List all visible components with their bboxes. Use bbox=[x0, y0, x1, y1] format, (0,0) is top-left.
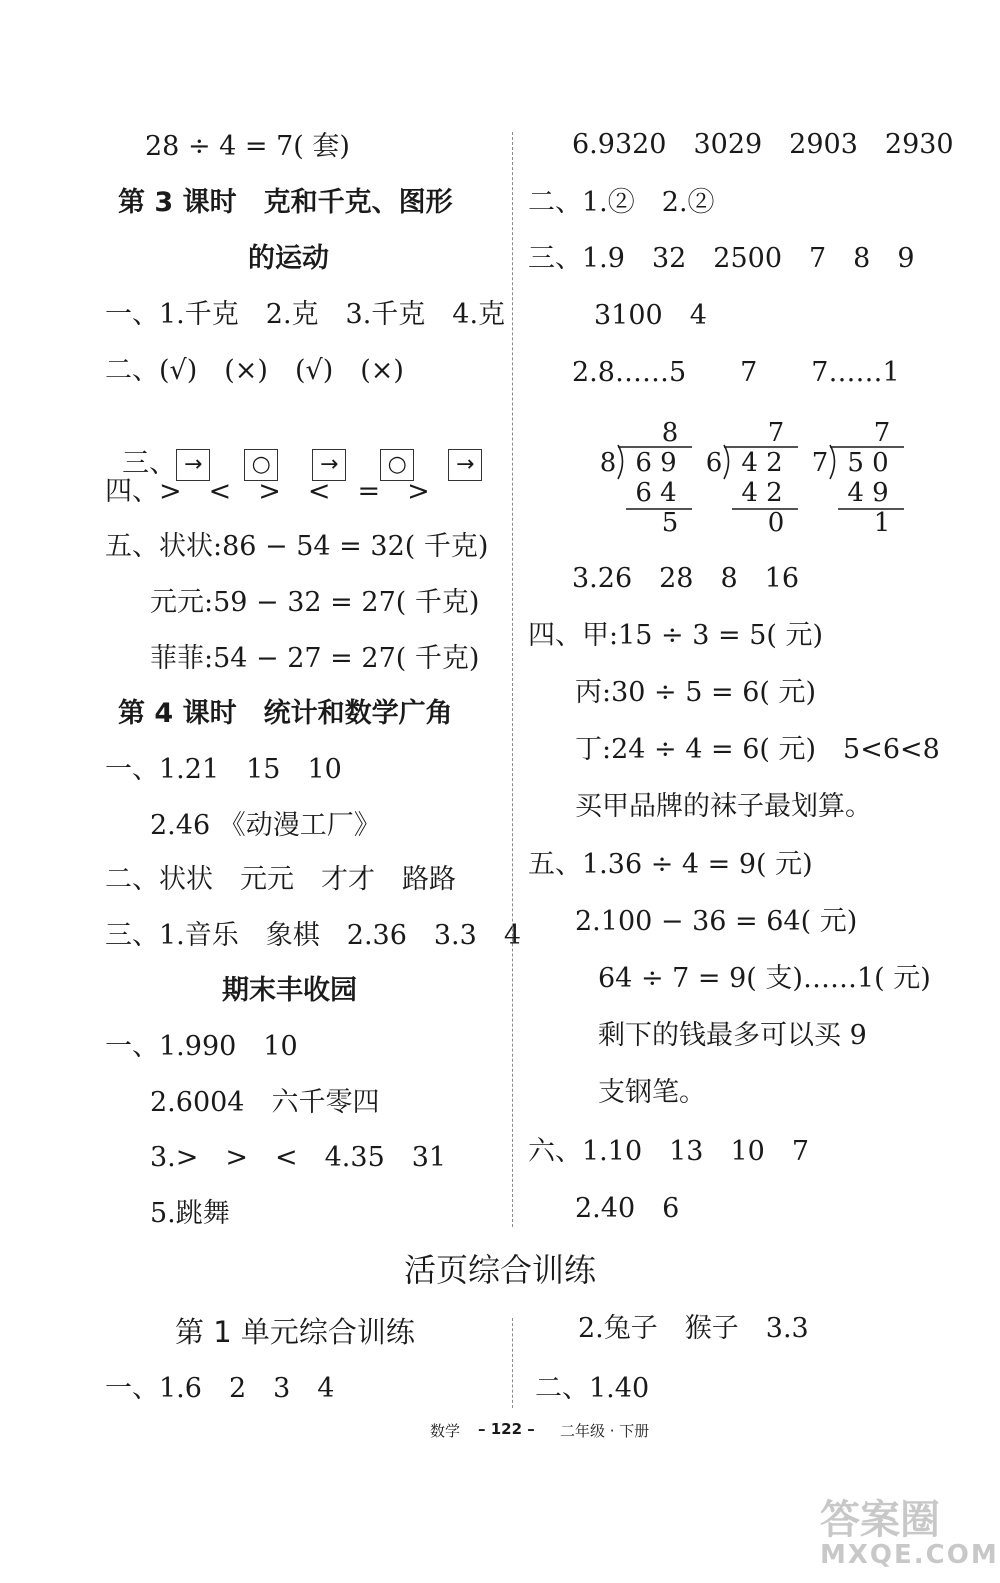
section-title: 期末丰收园 bbox=[222, 975, 357, 1006]
division-quotient: 7 bbox=[767, 418, 785, 448]
answer-line: 2.8……5 7 7……1 bbox=[572, 357, 900, 388]
division-dividend: 6 9 bbox=[635, 448, 677, 478]
answer-line: 5.跳舞 bbox=[150, 1198, 230, 1229]
answer-line: 2.100 − 36 = 64( 元) bbox=[575, 906, 858, 937]
answer-line: 三、1.音乐 象棋 2.36 3.3 4 bbox=[105, 920, 521, 951]
watermark-url: MXQE.COM bbox=[820, 1540, 999, 1570]
answer-line-arrows bbox=[105, 413, 516, 481]
division-remainder: 5 bbox=[661, 508, 679, 538]
column-divider bbox=[512, 1318, 513, 1408]
division-dividend: 4 2 bbox=[741, 448, 783, 478]
answer-line: 剩下的钱最多可以买 9 bbox=[598, 1020, 867, 1051]
division-quotient: 7 bbox=[873, 418, 891, 448]
answer-line: 64 ÷ 7 = 9( 支)……1( 元) bbox=[598, 963, 931, 994]
circle-icon: ○ bbox=[380, 449, 414, 481]
division-bracket bbox=[830, 445, 835, 479]
answer-line: 3100 4 bbox=[594, 300, 707, 331]
answer-line: 丁:24 ÷ 4 = 6( 元) 5<6<8 bbox=[575, 734, 940, 765]
division-remainder: 0 bbox=[767, 508, 785, 538]
answer-line: 四、甲:15 ÷ 3 = 5( 元) bbox=[528, 620, 824, 651]
answer-line: 2.40 6 bbox=[575, 1193, 680, 1224]
answer-line: 买甲品牌的袜子最划算。 bbox=[575, 791, 872, 822]
circle-icon: ○ bbox=[244, 449, 278, 481]
long-division-work bbox=[592, 415, 912, 545]
footer-grade: 二年级 · 下册 bbox=[560, 1422, 650, 1440]
answer-line: 五、状状:86 − 54 = 32( 千克) bbox=[105, 531, 489, 562]
division-product: 6 4 bbox=[635, 478, 677, 508]
answer-line: 二、状状 元元 才才 路路 bbox=[105, 864, 456, 895]
answer-line: 六、1.10 13 10 7 bbox=[528, 1136, 810, 1167]
answer-line: 3.> > < 4.35 31 bbox=[150, 1142, 447, 1173]
section-label: 三、 bbox=[122, 448, 177, 479]
answer-line: 二、1.40 bbox=[535, 1373, 650, 1404]
answer-line: 28 ÷ 4 = 7( 套) bbox=[145, 131, 350, 162]
division-product: 4 9 bbox=[847, 478, 889, 508]
division-quotient: 8 bbox=[661, 418, 679, 448]
answer-line: 2.兔子 猴子 3.3 bbox=[578, 1313, 809, 1344]
division-product: 4 2 bbox=[741, 478, 783, 508]
lesson-title-cont: 的运动 bbox=[248, 243, 329, 274]
answer-line: 菲菲:54 − 27 = 27( 千克) bbox=[150, 643, 480, 674]
arrow-right-icon: → bbox=[176, 449, 210, 481]
answer-line: 3.26 28 8 16 bbox=[572, 563, 800, 594]
footer-subject: 数学 bbox=[430, 1422, 461, 1440]
division-divisor: 6 bbox=[705, 448, 723, 478]
division-dividend: 5 0 bbox=[847, 448, 889, 478]
arrow-right-icon: → bbox=[448, 449, 482, 481]
column-divider bbox=[512, 132, 513, 1227]
answer-line: 四、> < > < = > bbox=[105, 476, 430, 507]
division-divisor: 8 bbox=[599, 448, 617, 478]
arrow-right-icon: → bbox=[312, 449, 346, 481]
page-number: – 122 – bbox=[478, 1420, 535, 1438]
answer-line: 一、1.6 2 3 4 bbox=[105, 1373, 335, 1404]
answer-line: 一、1.21 15 10 bbox=[105, 754, 342, 785]
answer-line: 一、1.千克 2.克 3.千克 4.克 bbox=[105, 299, 506, 330]
watermark-logo: 答案圈 bbox=[820, 1497, 940, 1543]
answer-line: 一、1.990 10 bbox=[105, 1031, 298, 1062]
answer-line: 支钢笔。 bbox=[598, 1077, 706, 1108]
answer-line: 丙:30 ÷ 5 = 6( 元) bbox=[575, 677, 817, 708]
lesson-title: 第 4 课时 统计和数学广角 bbox=[118, 698, 453, 729]
division-divisor: 7 bbox=[811, 448, 829, 478]
unit-title: 第 1 单元综合训练 bbox=[175, 1315, 415, 1349]
answer-line: 五、1.36 ÷ 4 = 9( 元) bbox=[528, 849, 813, 880]
division-bracket bbox=[724, 445, 729, 479]
division-remainder: 1 bbox=[873, 508, 891, 538]
answer-line: 三、1.9 32 2500 7 8 9 bbox=[528, 243, 915, 274]
division-bracket bbox=[618, 445, 623, 479]
answer-line: 元元:59 − 32 = 27( 千克) bbox=[150, 587, 480, 618]
section-heading: 活页综合训练 bbox=[404, 1251, 597, 1289]
answer-line: 2.46 《动漫工厂》 bbox=[150, 810, 381, 841]
answer-line: 6.9320 3029 2903 2930 bbox=[572, 129, 954, 160]
answer-line: 二、(√) (×) (√) (×) bbox=[105, 355, 404, 386]
answer-line: 二、1.② 2.② bbox=[528, 187, 715, 218]
lesson-title: 第 3 课时 克和千克、图形 bbox=[118, 187, 453, 218]
answer-line: 2.6004 六千零四 bbox=[150, 1087, 380, 1118]
